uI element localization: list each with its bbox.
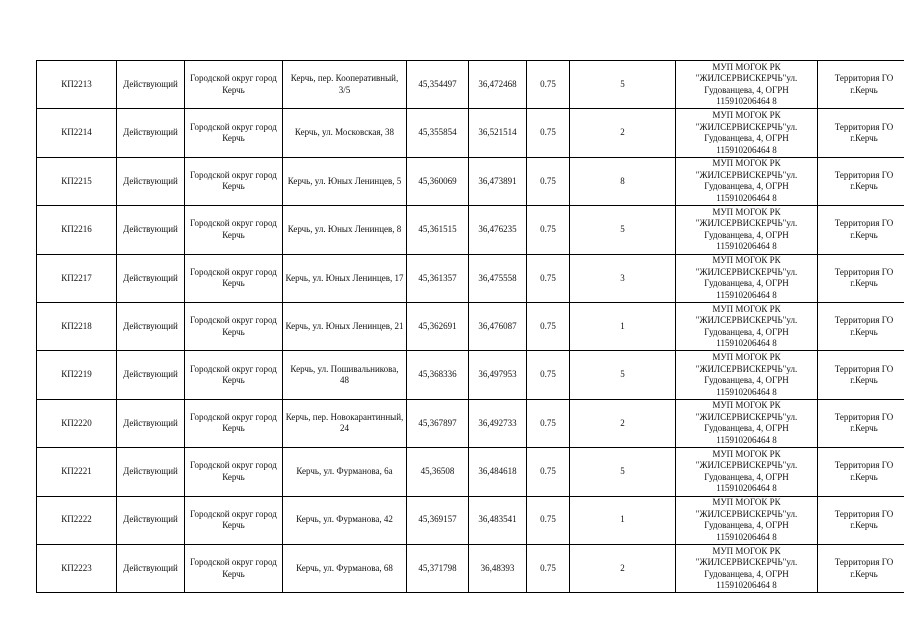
status-cell: Действующий [117,544,185,592]
status-cell: Действующий [117,496,185,544]
owner-cell: МУП МОГОК РК "ЖИЛСЕРВИСКЕРЧЬ"ул. Гудованцева, 4, ОГРН 115910206464 8 [676,496,818,544]
owner-cell: МУП МОГОК РК "ЖИЛСЕРВИСКЕРЧЬ"ул. Гудованцева, 4, ОГРН 115910206464 8 [676,448,818,496]
region-cell: Городской округ город Керчь [185,206,283,254]
owner-cell: МУП МОГОК РК "ЖИЛСЕРВИСКЕРЧЬ"ул. Гудованцева, 4, ОГРН 115910206464 8 [676,109,818,157]
region-cell: Городской округ город Керчь [185,448,283,496]
status-cell: Действующий [117,61,185,109]
status-cell: Действующий [117,351,185,399]
status-cell: Действующий [117,302,185,350]
address-cell: Керчь, ул. Юных Ленинцев, 8 [283,206,407,254]
address-cell: Керчь, ул. Фурманова, 6а [283,448,407,496]
table-row [37,544,904,592]
table-row [37,109,904,157]
owner-cell: МУП МОГОК РК "ЖИЛСЕРВИСКЕРЧЬ"ул. Гудованцева, 4, ОГРН 115910206464 8 [676,254,818,302]
latitude-cell: 45,367897 [407,399,469,447]
area-cell: 0.75 [527,61,570,109]
status-cell: Действующий [117,448,185,496]
longitude-cell: 36,473891 [469,157,527,205]
longitude-cell: 36,476235 [469,206,527,254]
point-id-cell: КП2222 [37,496,117,544]
point-id-cell: КП2216 [37,206,117,254]
address-cell: Керчь, ул. Пошивальникова, 48 [283,351,407,399]
area-cell: 0.75 [527,399,570,447]
latitude-cell: 45,361515 [407,206,469,254]
area-cell: 0.75 [527,206,570,254]
longitude-cell: 36,521514 [469,109,527,157]
territory-cell: Территория ГО г.Керчь [818,496,904,544]
address-cell: Керчь, ул. Юных Ленинцев, 21 [283,302,407,350]
table-row [37,157,904,205]
region-cell: Городской округ город Керчь [185,61,283,109]
area-cell: 0.75 [527,157,570,205]
longitude-cell: 36,475558 [469,254,527,302]
container-count-cell: 1 [570,496,676,544]
region-cell: Городской округ город Керчь [185,254,283,302]
container-count-cell: 3 [570,254,676,302]
territory-cell: Территория ГО г.Керчь [818,61,904,109]
territory-cell: Территория ГО г.Керчь [818,109,904,157]
address-cell: Керчь, ул. Юных Ленинцев, 5 [283,157,407,205]
latitude-cell: 45,360069 [407,157,469,205]
territory-cell: Территория ГО г.Керчь [818,351,904,399]
region-cell: Городской округ город Керчь [185,109,283,157]
owner-cell: МУП МОГОК РК "ЖИЛСЕРВИСКЕРЧЬ"ул. Гудованцева, 4, ОГРН 115910206464 8 [676,157,818,205]
container-count-cell: 5 [570,351,676,399]
table-row [37,206,904,254]
latitude-cell: 45,368336 [407,351,469,399]
container-count-cell: 5 [570,448,676,496]
status-cell: Действующий [117,157,185,205]
territory-cell: Территория ГО г.Керчь [818,399,904,447]
longitude-cell: 36,476087 [469,302,527,350]
status-cell: Действующий [117,206,185,254]
territory-cell: Территория ГО г.Керчь [818,302,904,350]
registry-table [36,60,904,593]
container-count-cell: 1 [570,302,676,350]
owner-cell: МУП МОГОК РК "ЖИЛСЕРВИСКЕРЧЬ"ул. Гудованцева, 4, ОГРН 115910206464 8 [676,399,818,447]
point-id-cell: КП2213 [37,61,117,109]
latitude-cell: 45,36508 [407,448,469,496]
owner-cell: МУП МОГОК РК "ЖИЛСЕРВИСКЕРЧЬ"ул. Гудованцева, 4, ОГРН 115910206464 8 [676,302,818,350]
region-cell: Городской округ город Керчь [185,302,283,350]
region-cell: Городской округ город Керчь [185,496,283,544]
owner-cell: МУП МОГОК РК "ЖИЛСЕРВИСКЕРЧЬ"ул. Гудованцева, 4, ОГРН 115910206464 8 [676,351,818,399]
address-cell: Керчь, ул. Московская, 38 [283,109,407,157]
container-count-cell: 8 [570,157,676,205]
container-count-cell: 2 [570,544,676,592]
address-cell: Керчь, пер. Кооперативный, 3/5 [283,61,407,109]
latitude-cell: 45,361357 [407,254,469,302]
table-row [37,302,904,350]
registry-rows [37,61,904,593]
longitude-cell: 36,497953 [469,351,527,399]
latitude-cell: 45,371798 [407,544,469,592]
address-cell: Керчь, ул. Юных Ленинцев, 17 [283,254,407,302]
table-row [37,448,904,496]
longitude-cell: 36,492733 [469,399,527,447]
region-cell: Городской округ город Керчь [185,157,283,205]
point-id-cell: КП2215 [37,157,117,205]
address-cell: Керчь, пер. Новокарантинный, 24 [283,399,407,447]
container-count-cell: 2 [570,399,676,447]
region-cell: Городской округ город Керчь [185,351,283,399]
territory-cell: Территория ГО г.Керчь [818,448,904,496]
point-id-cell: КП2217 [37,254,117,302]
status-cell: Действующий [117,254,185,302]
latitude-cell: 45,369157 [407,496,469,544]
table-row [37,496,904,544]
table-row [37,399,904,447]
territory-cell: Территория ГО г.Керчь [818,544,904,592]
longitude-cell: 36,484618 [469,448,527,496]
region-cell: Городской округ город Керчь [185,544,283,592]
area-cell: 0.75 [527,302,570,350]
point-id-cell: КП2221 [37,448,117,496]
table-row [37,254,904,302]
point-id-cell: КП2218 [37,302,117,350]
table-row [37,61,904,109]
area-cell: 0.75 [527,448,570,496]
region-cell: Городской округ город Керчь [185,399,283,447]
latitude-cell: 45,354497 [407,61,469,109]
container-count-cell: 5 [570,61,676,109]
status-cell: Действующий [117,399,185,447]
territory-cell: Территория ГО г.Керчь [818,254,904,302]
longitude-cell: 36,483541 [469,496,527,544]
area-cell: 0.75 [527,254,570,302]
territory-cell: Территория ГО г.Керчь [818,206,904,254]
area-cell: 0.75 [527,109,570,157]
owner-cell: МУП МОГОК РК "ЖИЛСЕРВИСКЕРЧЬ"ул. Гудованцева, 4, ОГРН 115910206464 8 [676,61,818,109]
longitude-cell: 36,472468 [469,61,527,109]
latitude-cell: 45,355854 [407,109,469,157]
area-cell: 0.75 [527,544,570,592]
status-cell: Действующий [117,109,185,157]
point-id-cell: КП2219 [37,351,117,399]
point-id-cell: КП2220 [37,399,117,447]
point-id-cell: КП2214 [37,109,117,157]
address-cell: Керчь, ул. Фурманова, 68 [283,544,407,592]
container-count-cell: 2 [570,109,676,157]
area-cell: 0.75 [527,496,570,544]
container-count-cell: 5 [570,206,676,254]
owner-cell: МУП МОГОК РК "ЖИЛСЕРВИСКЕРЧЬ"ул. Гудованцева, 4, ОГРН 115910206464 8 [676,206,818,254]
latitude-cell: 45,362691 [407,302,469,350]
longitude-cell: 36,48393 [469,544,527,592]
area-cell: 0.75 [527,351,570,399]
table-row [37,351,904,399]
address-cell: Керчь, ул. Фурманова, 42 [283,496,407,544]
owner-cell: МУП МОГОК РК "ЖИЛСЕРВИСКЕРЧЬ"ул. Гудованцева, 4, ОГРН 115910206464 8 [676,544,818,592]
point-id-cell: КП2223 [37,544,117,592]
territory-cell: Территория ГО г.Керчь [818,157,904,205]
